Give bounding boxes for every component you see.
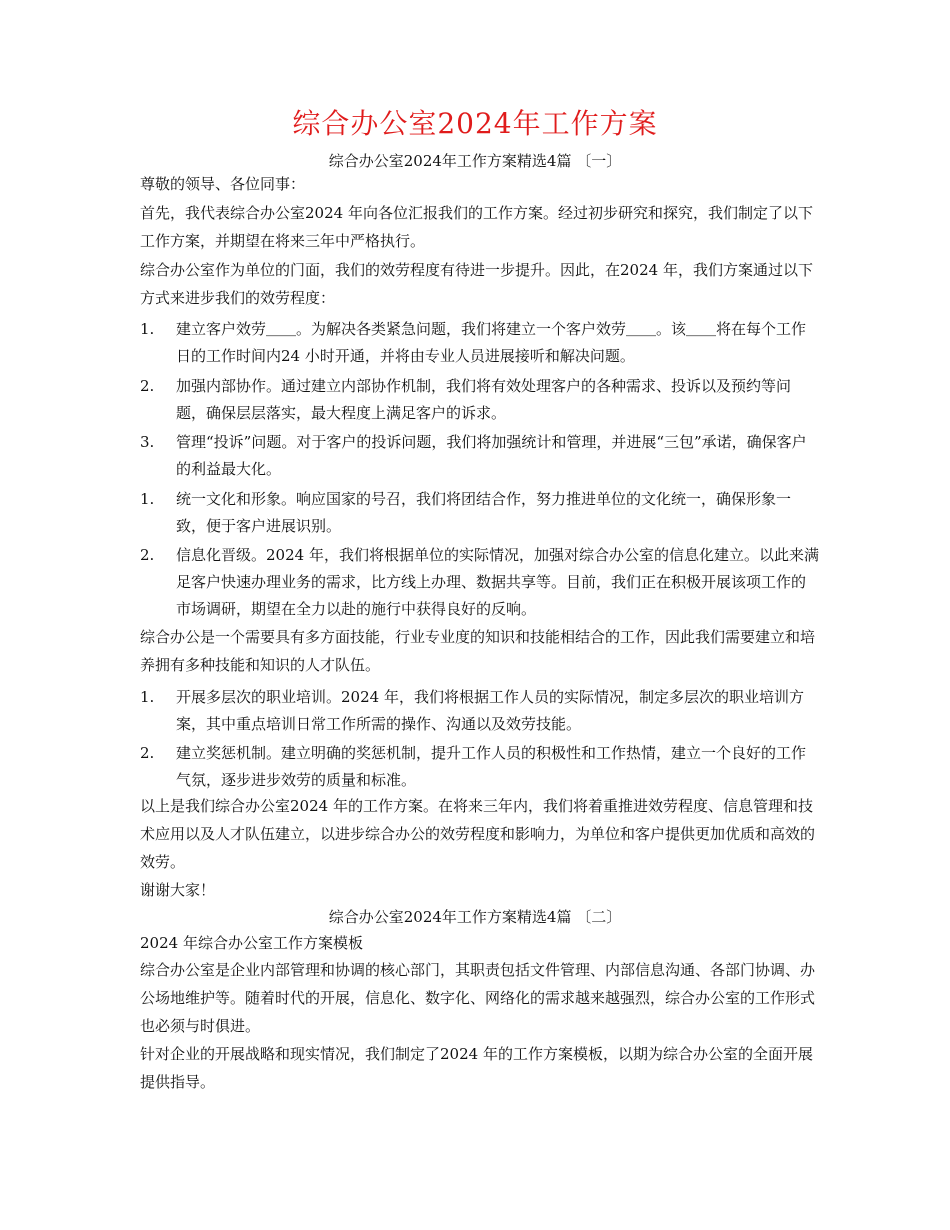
paragraph-template: 针对企业的开展战略和现实情况，我们制定了2024 年的工作方案模板，以期为综合办公室的全面开展提供指导。 [140,1045,813,1091]
paragraph-summary: 以上是我们综合办公室2024 年的工作方案。在将来三年内，我们将着重推进效劳程度、信息管理和技术应用以及人才队伍建立，以进步综合办公的效劳程度和影响力，为单位和客户提供更加优质和高效的效劳。 [140,797,816,871]
section-heading-1: 综合办公室2024年工作方案精选4篇 〔一〕 [328,152,622,170]
list-text: 加强内部协作。通过建立内部协作机制，我们将有效处理客户的各种需求、投诉以及预约等问题，确保层层落实，最大程度上满足客户的诉求。 [176,377,792,422]
section-subheading: 2024 年综合办公室工作方案模板 [140,934,363,952]
list-item [140,486,820,540]
list-number: 1. [140,688,155,706]
list-number: 2. [140,377,155,395]
list-item [140,429,820,483]
list-text: 开展多层次的职业培训。2024 年，我们将根据工作人员的实际情况，制定多层次的职业培训方案，其中重点培训日常工作所需的操作、沟通以及效劳技能。 [176,688,804,733]
list-text: 统一文化和形象。响应国家的号召，我们将团结合作，努力推进单位的文化统一，确保形象一致，便于客户进展识别。 [176,490,792,535]
list-item [140,684,820,738]
list-item [140,542,820,623]
list-number: 1. [140,320,155,338]
list-text: 管理“投诉”问题。对于客户的投诉问题，我们将加强统计和管理，并进展“三包”承诺，确保客户的利益最大化。 [176,433,807,478]
greeting: 尊敬的领导、各位同事： [140,175,306,193]
thanks-line: 谢谢大家！ [140,881,216,899]
list-number: 2. [140,744,155,762]
list-number: 1. [140,490,155,508]
list-text: 信息化晋级。2024 年，我们将根据单位的实际情况，加强对综合办公室的信息化建立。以此来满足客户快速办理业务的需求，比方线上办理、数据共享等。目前，我们正在积极开展该项工作的市场调研，期望在全力以赴的施行中获得良好的反响。 [176,546,819,618]
list-item [140,373,820,427]
list-item [140,740,820,794]
list-number: 2. [140,546,155,564]
section-heading-2: 综合办公室2024年工作方案精选4篇 〔二〕 [328,908,622,926]
paragraph-intro: 首先，我代表综合办公室2024 年向各位汇报我们的工作方案。经过初步研究和探究，我们制定了以下工作方案，并期望在将来三年中严格执行。 [140,204,813,250]
paragraph-talent: 综合办公是一个需要具有多方面技能，行业专业度的知识和技能相结合的工作，因此我们需要建立和培养拥有多种技能和知识的人才队伍。 [140,628,816,674]
document-title: 综合办公室2024年工作方案 [292,107,658,140]
paragraph-service: 综合办公室作为单位的门面，我们的效劳程度有待进一步提升。因此，在2024 年，我们方案通过以下方式来进步我们的效劳程度： [140,261,813,307]
list-number: 3. [140,433,155,451]
list-item [140,316,820,370]
paragraph-office-role: 综合办公室是企业内部管理和协调的核心部门，其职责包括文件管理、内部信息沟通、各部门协调、办公场地维护等。随着时代的开展，信息化、数字化、网络化的需求越来越强烈，综合办公室的工作形式也必须与时俱进。 [140,961,816,1035]
list-text: 建立奖惩机制。建立明确的奖惩机制，提升工作人员的积极性和工作热情，建立一个良好的工作气氛，逐步进步效劳的质量和标准。 [176,744,807,789]
list-text: 建立客户效劳＿＿。为解决各类紧急问题，我们将建立一个客户效劳＿＿。该＿＿将在每个工作日的工作时间内24 小时开通，并将由专业人员进展接听和解决问题。 [176,320,807,365]
